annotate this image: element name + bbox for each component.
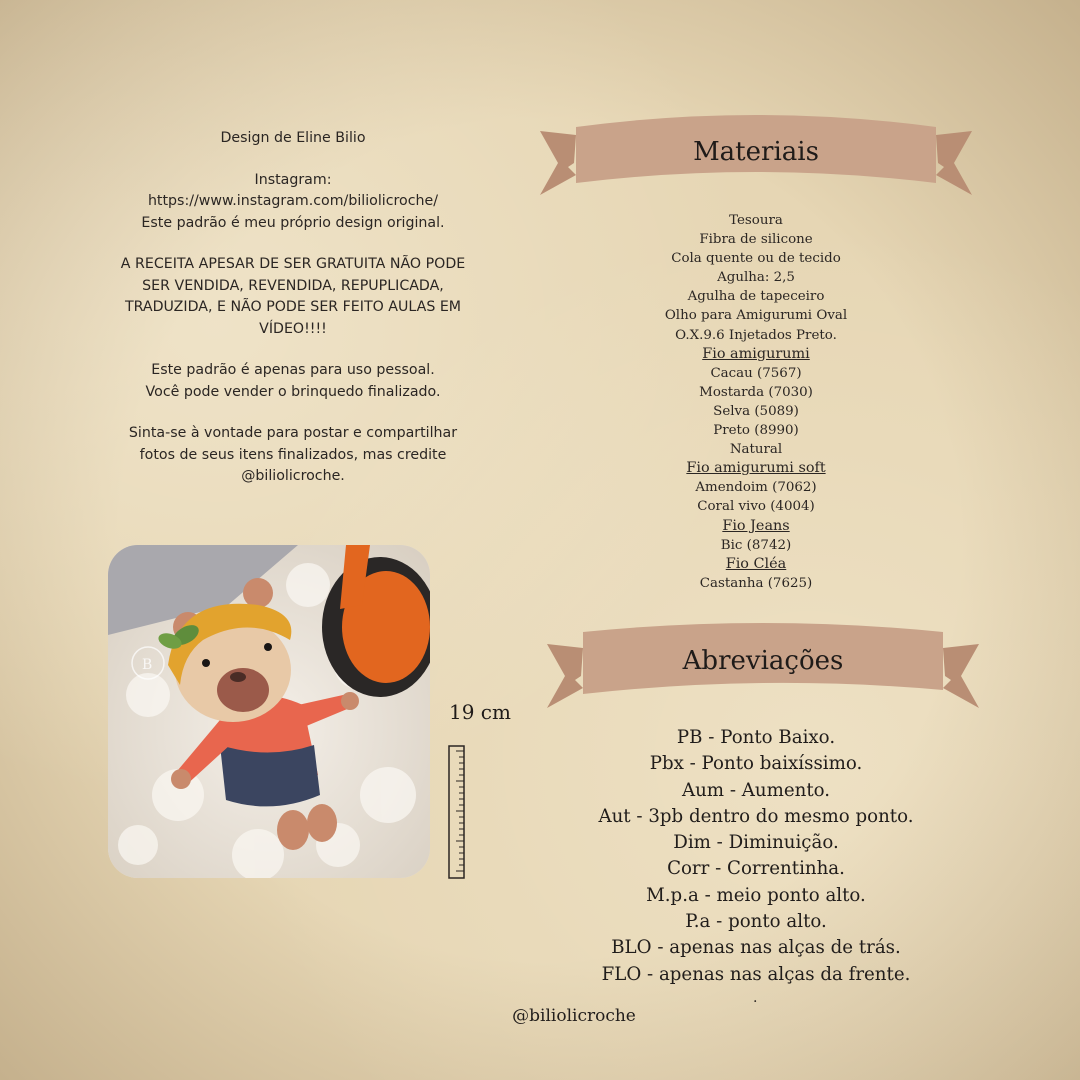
materials-list — [600, 211, 912, 593]
amigurumi-photo — [108, 545, 430, 878]
abbreviation-item: P.a - ponto alto. — [685, 911, 827, 933]
materials-item: O.X.9.6 Injetados Preto. — [675, 327, 837, 343]
share-block — [110, 423, 476, 488]
share-line: Sinta-se à vontade para postar e compartilhar — [128, 425, 458, 441]
materials-item: Cacau (7567) — [710, 365, 802, 381]
original-design-note: Este padrão é meu próprio design original. — [141, 214, 445, 231]
materials-item: Bic (8742) — [720, 537, 792, 553]
materials-item: Amendoim (7062) — [695, 480, 817, 496]
materials-item: Agulha: 2,5 — [717, 270, 795, 286]
abreviacoes-banner — [547, 618, 979, 714]
materials-item: Olho para Amigurumi Oval — [664, 308, 848, 324]
materials-item: Natural — [729, 442, 783, 458]
warning-block — [110, 254, 476, 340]
personal-use-line: Você pode vender o brinquedo finalizado. — [145, 383, 441, 400]
materials-item: Preto (8990) — [713, 423, 799, 439]
size-label: 19 cm — [449, 700, 511, 724]
warning-line: TRADUZIDA, E NÃO PODE SER FEITO AULAS EM — [124, 299, 462, 315]
abbreviation-item: BLO - apenas nas alças de trás. — [611, 937, 901, 959]
share-line: fotos de seus itens finalizados, mas credite — [139, 446, 447, 463]
materials-item: Selva (5089) — [713, 403, 799, 419]
abbreviation-item: FLO - apenas nas alças da frente. — [601, 963, 911, 985]
abbreviation-item: Corr - Correntinha. — [667, 858, 845, 880]
design-credit: Design de Eline Bilio — [220, 130, 366, 146]
warning-line: A RECEITA APESAR DE SER GRATUITA NÃO PODE — [120, 256, 466, 272]
materials-item: Coral vivo (4004) — [697, 499, 815, 515]
abbreviations-list — [560, 725, 952, 988]
warning-line: VÍDEO!!!! — [259, 320, 327, 337]
share-line: @biliolicroche. — [241, 468, 345, 484]
materiais-title: Materiais — [693, 137, 819, 167]
abbreviation-item: Aut - 3pb dentro do mesmo ponto. — [598, 805, 914, 827]
materials-section-heading: Fio Jeans — [722, 517, 790, 534]
abreviacoes-title: Abreviações — [682, 646, 844, 676]
materials-item: Agulha de tapeceiro — [687, 289, 825, 305]
design-credit-block — [110, 128, 476, 150]
materials-item: Cola quente ou de tecido — [671, 251, 841, 267]
footer-handle: @biliolicroche — [512, 1006, 636, 1026]
materials-section-heading: Fio amigurumi soft — [686, 460, 826, 477]
abbreviation-item: Pbx - Ponto baixíssimo. — [649, 753, 863, 775]
materials-item: Mostarda (7030) — [699, 384, 813, 400]
personal-use-line: Este padrão é apenas para uso pessoal. — [151, 362, 435, 378]
intro-text — [110, 128, 476, 508]
instagram-url[interactable]: https://www.instagram.com/biliolicroche/ — [147, 193, 439, 209]
materials-section-heading: Fio Cléa — [725, 555, 787, 572]
materials-item: Castanha (7625) — [699, 575, 813, 591]
warning-line: SER VENDIDA, REVENDIDA, REPUPLICADA, — [142, 277, 444, 294]
abbreviation-item: Dim - Diminuição. — [673, 832, 839, 854]
abbreviation-item: M.p.a - meio ponto alto. — [646, 884, 866, 906]
materials-section-heading: Fio amigurumi — [702, 345, 810, 362]
materials-item: Tesoura — [729, 213, 783, 228]
personal-use-block — [110, 360, 476, 403]
materiais-banner — [540, 105, 972, 201]
instagram-label: Instagram: — [254, 171, 332, 188]
instagram-block — [110, 170, 476, 235]
materials-item: Fibra de silicone — [699, 232, 813, 248]
abbreviation-item: Aum - Aumento. — [681, 779, 831, 801]
abbreviation-item: PB - Ponto Baixo. — [676, 727, 836, 748]
svg-text:B: B — [142, 657, 153, 673]
ruler-icon — [448, 745, 466, 879]
trailing-dot: . — [753, 990, 758, 1006]
